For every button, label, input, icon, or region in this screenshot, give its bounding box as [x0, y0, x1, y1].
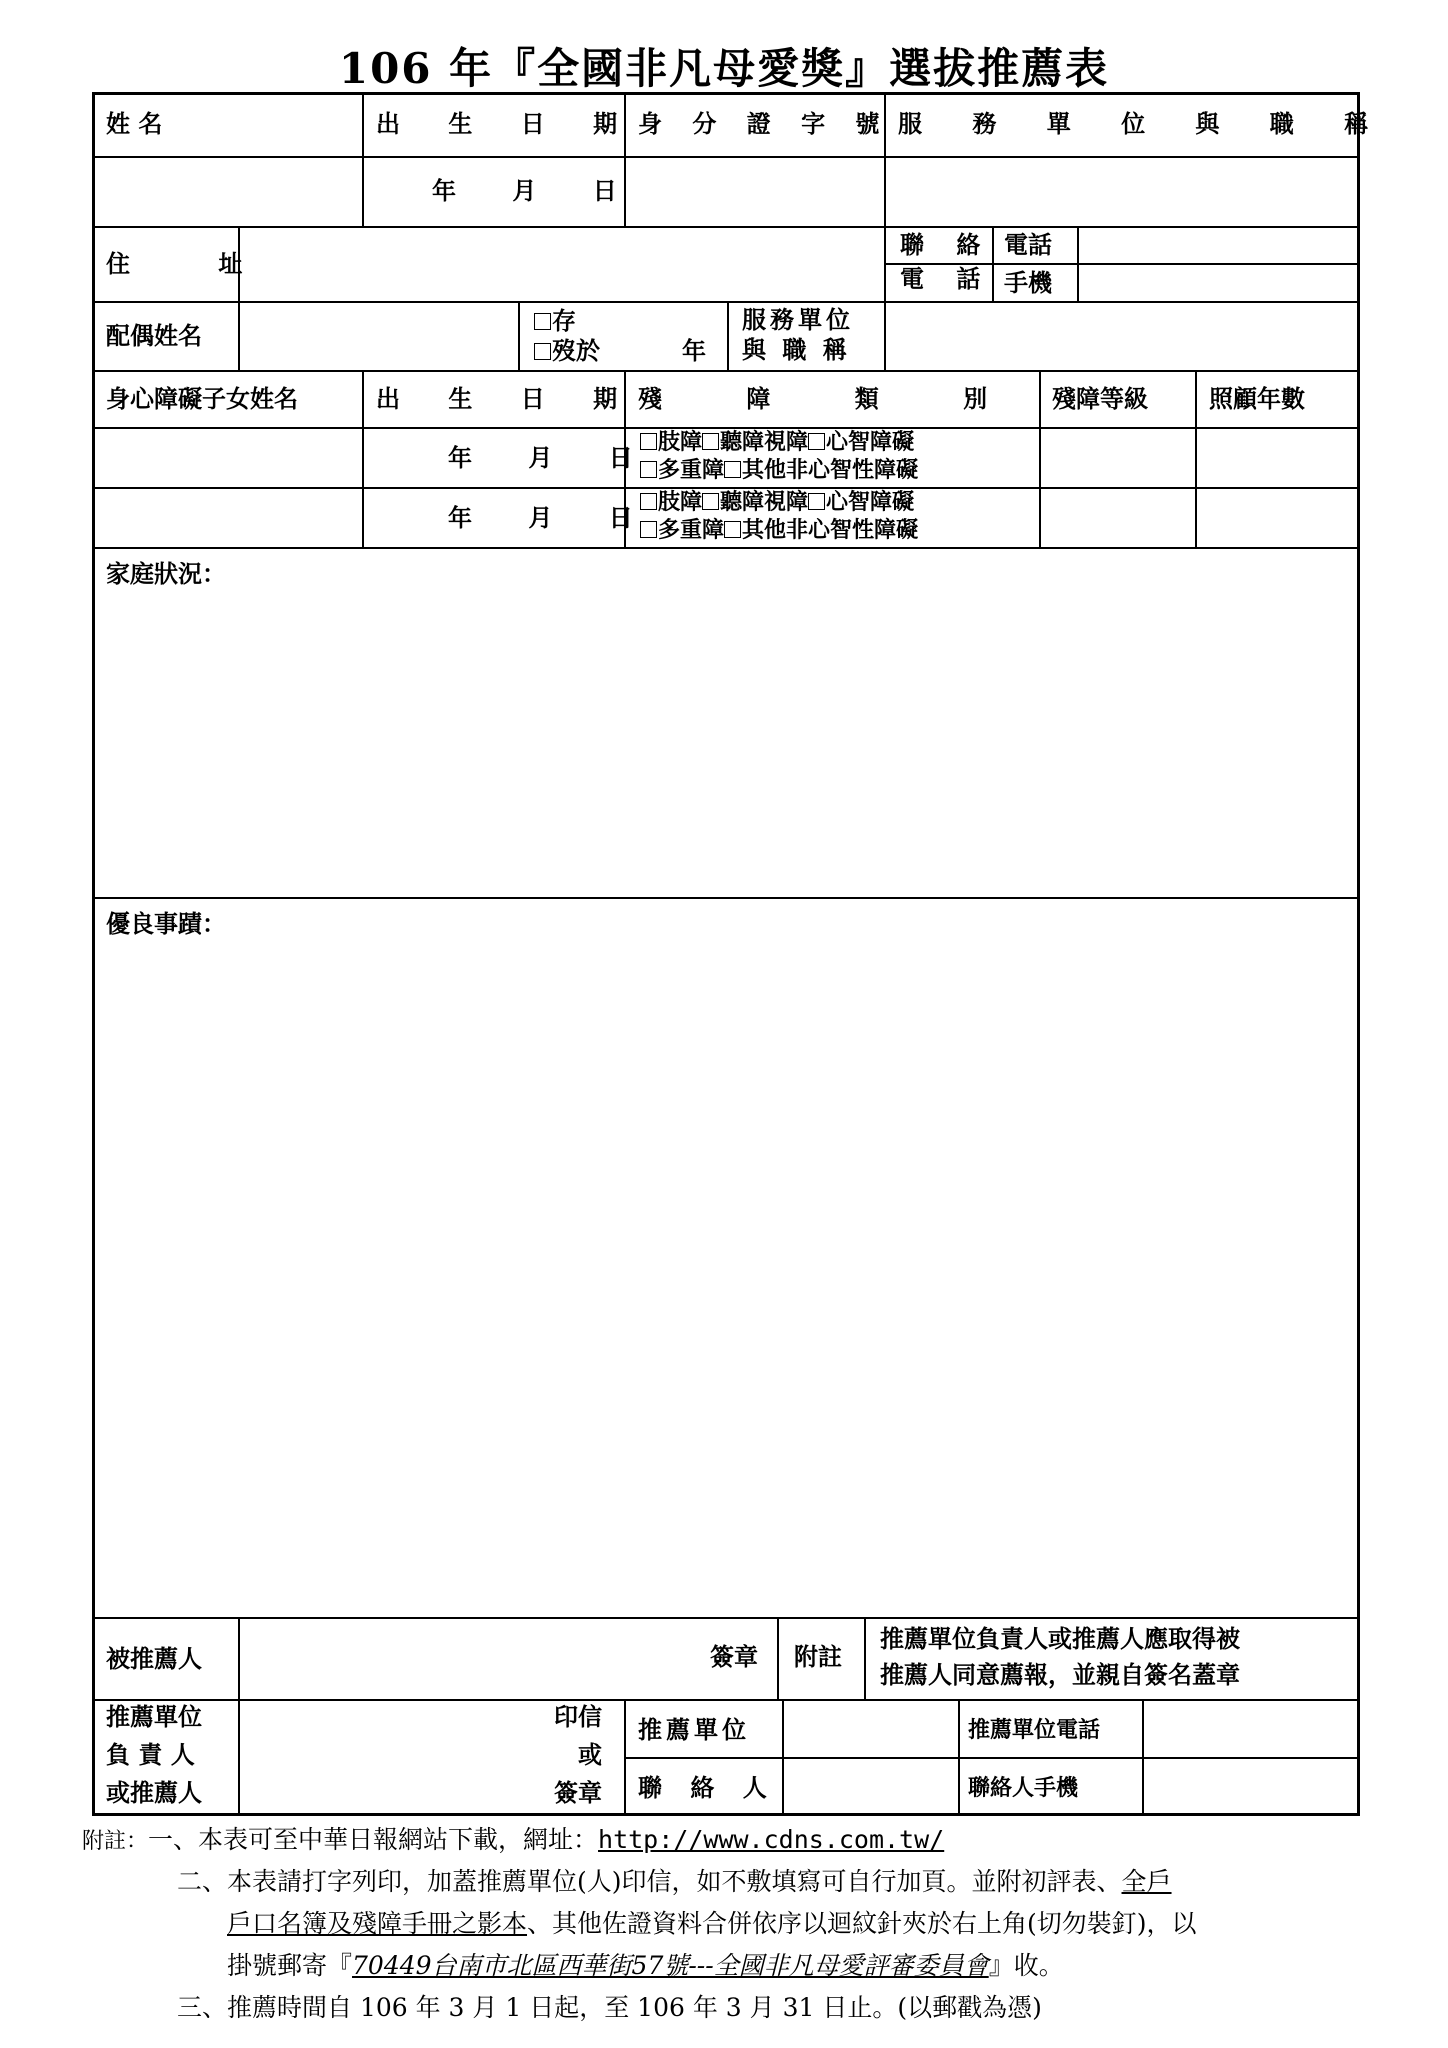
recommender-label-3: 或推薦人 [106, 1778, 202, 1807]
address-field[interactable] [238, 226, 884, 301]
note-3: 三、推薦時間自 106 年 3 月 1 日起，至 106 年 3 月 31 日止。(以郵戳為憑) [177, 1993, 1042, 2022]
contact-label-1: 聯 絡 [900, 230, 993, 259]
family-field[interactable] [92, 547, 1360, 897]
child-birth-header: 出 生 日 期 [376, 384, 638, 413]
contact-person-label: 聯 絡 人 [638, 1773, 777, 1802]
download-link[interactable]: http://www.cdns.com.tw/ [598, 1825, 945, 1854]
birth-header: 出 生 日 期 [376, 109, 638, 138]
nominee-label: 被推薦人 [106, 1644, 202, 1673]
remark-label: 附註 [794, 1642, 842, 1671]
nominee-sign-field[interactable] [238, 1617, 777, 1699]
seal-label-3: 簽章 [554, 1778, 602, 1807]
spouse-employer-label-2: 與 職 稱 [742, 335, 851, 364]
care-years-header: 照顧年數 [1209, 384, 1305, 413]
contact-mobile-label: 聯絡人手機 [968, 1775, 1079, 1801]
deceased-option[interactable]: 歿於 [534, 336, 600, 366]
note-2d: 、其他佐證資料合併依序以迴紋針夾於右上角(切勿裝釘)，以 [527, 1909, 1197, 1938]
child-birth-field[interactable]: 年 月 日 [448, 443, 657, 472]
recommender-label-1: 推薦單位 [106, 1702, 202, 1731]
child-name-header: 身心障礙子女姓名 [106, 384, 298, 413]
id-number-field[interactable] [624, 156, 884, 226]
seal-label-2: 或 [578, 1740, 602, 1769]
address-label: 住 址 [106, 249, 283, 278]
employer-field[interactable] [884, 156, 1360, 226]
deceased-year-label: 年 [682, 336, 706, 365]
mobile-field[interactable] [1077, 263, 1360, 301]
recommender-label-2: 負 責 人 [106, 1740, 195, 1769]
note-2g: 』收。 [988, 1951, 1064, 1980]
disability-level-header: 殘障等級 [1052, 384, 1148, 413]
notes-prefix: 附註： [82, 1829, 149, 1854]
nomination-form [92, 92, 1390, 1816]
alive-option[interactable]: 存 [534, 306, 576, 336]
contact-mobile-field[interactable] [1142, 1757, 1360, 1816]
note-2e: 掛號郵寄『 [227, 1951, 353, 1980]
alive-checkbox[interactable] [534, 313, 551, 330]
child-name-field[interactable] [92, 487, 362, 547]
mailing-address: 70449台南市北區西華街57號---全國非凡母愛評審委員會 [352, 1951, 989, 1980]
contact-label-2: 電 話 [900, 264, 993, 293]
category-options-row-1b[interactable]: 多重障 其他非心智性障礙 [640, 456, 918, 484]
merits-label: 優良事蹟： [106, 909, 226, 938]
name-field[interactable] [92, 156, 362, 226]
nominee-sign-label: 簽章 [710, 1642, 758, 1671]
spouse-name-field[interactable] [238, 301, 518, 370]
note-2b: 全戶 [1121, 1867, 1172, 1896]
seal-label-1: 印信 [554, 1702, 602, 1731]
name-header: 姓 名 [106, 109, 163, 138]
spouse-label: 配偶姓名 [106, 321, 202, 350]
category-options-row-1a[interactable]: 肢障 聽障視障 心智障礙 [640, 428, 914, 456]
tel-label: 電話 [1004, 230, 1052, 259]
birth-date-field[interactable]: 年 月 日 [432, 176, 641, 205]
spouse-employer-field[interactable] [884, 301, 1360, 370]
unit-phone-field[interactable] [1142, 1699, 1360, 1757]
deceased-checkbox[interactable] [534, 343, 551, 360]
unit-label: 推薦單位 [638, 1715, 750, 1744]
contact-person-field[interactable] [782, 1757, 958, 1816]
remark-text-2: 推薦人同意薦報，並親自簽名蓋章 [880, 1660, 1240, 1689]
note-1: 一、本表可至中華日報網站下載，網址： [148, 1825, 599, 1854]
merits-field[interactable] [92, 897, 1360, 1617]
mobile-label: 手機 [1004, 268, 1052, 297]
child-name-field[interactable] [92, 427, 362, 487]
child-birth-field[interactable]: 年 月 日 [448, 503, 657, 532]
note-2a: 二、本表請打字列印，加蓋推薦單位(人)印信，如不敷填寫可自行加頁。並附初評表、 [177, 1867, 1122, 1896]
remark-text-1: 推薦單位負責人或推薦人應取得被 [880, 1624, 1240, 1653]
spouse-employer-label-1: 服務單位 [742, 305, 854, 334]
disability-category-header: 殘 障 類 別 [638, 384, 1026, 413]
employer-header: 服 務 單 位 與 職 稱 [898, 109, 1390, 138]
unit-phone-label: 推薦單位電話 [968, 1717, 1101, 1743]
note-2c: 戶口名簿及殘障手冊之影本 [227, 1909, 528, 1938]
category-options-row-2a[interactable]: 肢障 聽障視障 心智障礙 [640, 488, 914, 516]
form-title: 106 年『全國非凡母愛獎』選拔推薦表 [338, 44, 1110, 93]
id-header: 身 分 證 字 號 [638, 109, 891, 138]
category-options-row-2b[interactable]: 多重障 其他非心智性障礙 [640, 516, 918, 544]
family-label: 家庭狀況： [106, 559, 226, 588]
tel-field[interactable] [1077, 226, 1360, 263]
unit-field[interactable] [782, 1699, 958, 1757]
